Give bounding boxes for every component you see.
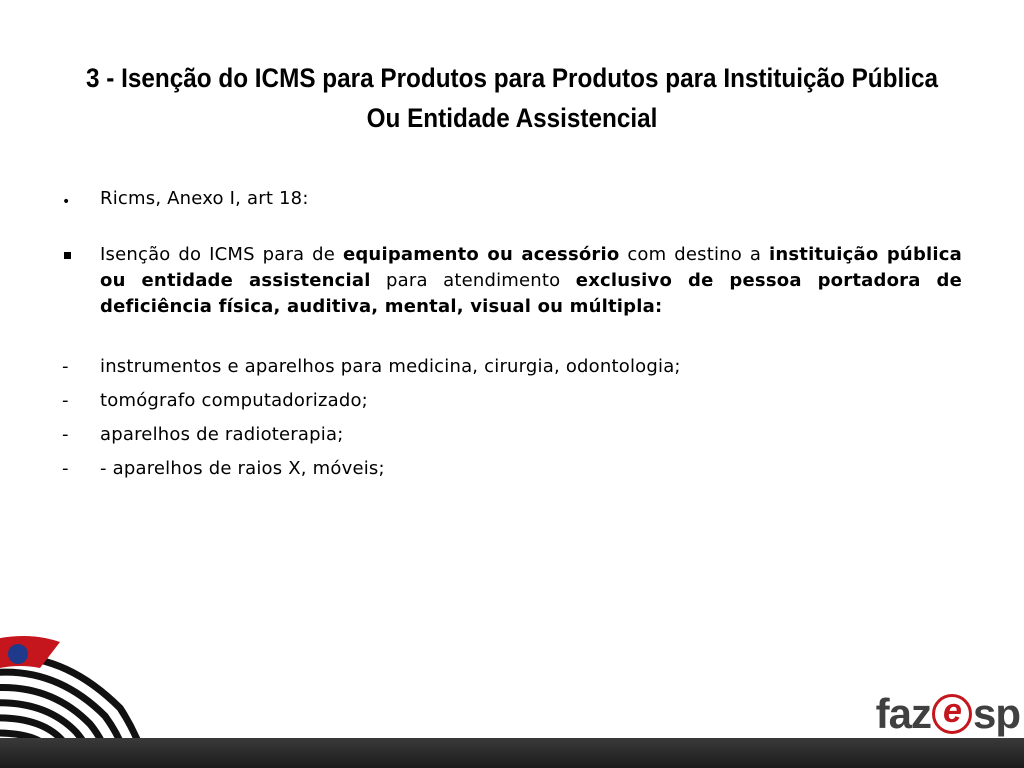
paragraph-item: [62, 242, 962, 320]
list-item-text: - aparelhos de raios X, móveis;: [100, 458, 385, 479]
list-item: [62, 452, 962, 486]
fazesp-logo: [876, 688, 1020, 740]
dash-marker: -: [62, 424, 69, 445]
paragraph-text-3: para atendimento: [370, 270, 576, 291]
paragraph-bold-1: equipamento ou acessório: [342, 244, 620, 265]
bullet-item: [62, 186, 962, 212]
paragraph-text-2: com destino a: [619, 244, 769, 265]
list-item-text: instrumentos e aparelhos para medicina, cirurgia, odontologia;: [100, 356, 681, 377]
bullet-text: Ricms, Anexo I, art 18:: [100, 188, 309, 209]
list-item-text: aparelhos de radioterapia;: [100, 424, 344, 445]
footer-bar: [0, 738, 1024, 768]
dash-list: [62, 350, 962, 486]
dash-marker: -: [62, 390, 69, 411]
square-bullet-icon: [64, 252, 71, 259]
logo-e-mark: e: [932, 694, 972, 734]
dash-marker: -: [62, 458, 69, 479]
dash-marker: -: [62, 356, 69, 377]
paragraph-bold-2: instituição pública ou entidade assistencial: [100, 244, 962, 291]
slide-content: [62, 186, 962, 486]
list-item-text: tomógrafo computadorizado;: [100, 390, 368, 411]
logo-text-left: faz: [875, 690, 931, 737]
paragraph-text-1: Isenção do ICMS para de: [100, 244, 343, 265]
list-item: [62, 384, 962, 418]
bullet-dot-icon: •: [62, 194, 71, 210]
slide-title: 3 - Isenção do ICMS para Produtos para Produtos para Instituição Pública Ou Entidade Assistencial: [85, 63, 939, 133]
list-item: [62, 418, 962, 452]
paragraph-bold-3: exclusivo de pessoa portadora de deficiência física, auditiva, mental, visual ou múltipla:: [100, 270, 962, 317]
logo-text-right: sp: [972, 690, 1020, 737]
list-item: [62, 350, 962, 384]
